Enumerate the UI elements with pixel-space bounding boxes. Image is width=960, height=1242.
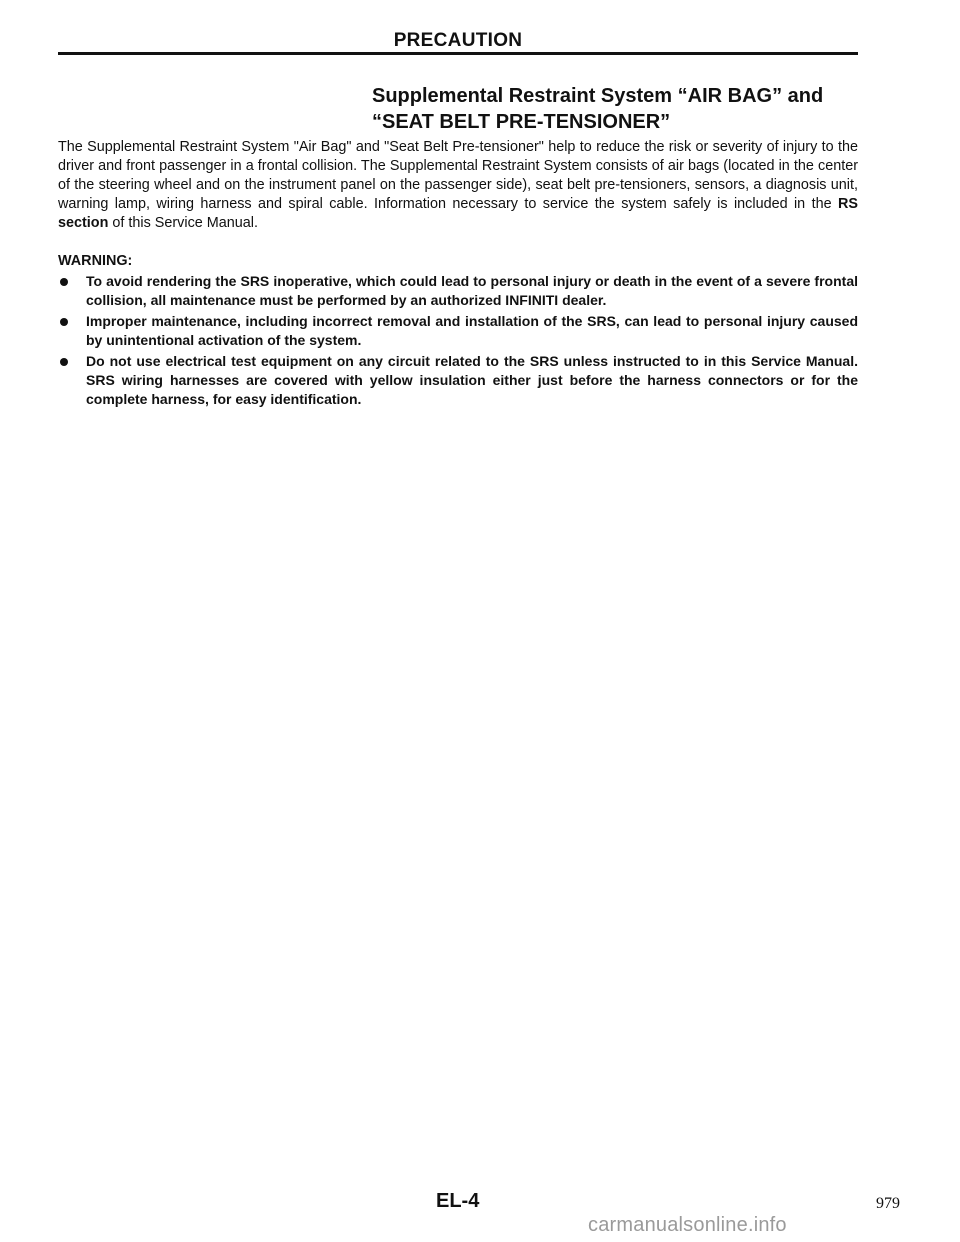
- warning-item: [58, 272, 858, 310]
- bullet-icon: [60, 278, 68, 286]
- bullet-icon: [60, 318, 68, 326]
- topic-heading: [372, 83, 862, 135]
- warning-label: WARNING:: [58, 253, 133, 269]
- intro-text-start: The Supplemental Restraint System "Air Bag" and "Seat Belt Pre-tensioner" help to reduce the risk or severity of injury to the driver and front passenger in a frontal collision. The Supplemental Restraint System consists of air bags (located in the center of the steering wheel and on the instrument panel on the passenger side), seat belt pre-tensioners, sensors, a diagnosis unit, warning lamp, wiring harness and spiral cable. Information necessary to service the system safely is included in the: [58, 139, 858, 212]
- topic-heading-line-2: “SEAT BELT PRE-TENSIONER”: [372, 111, 671, 133]
- page-number: 979: [876, 1195, 900, 1212]
- bullet-icon: [60, 358, 68, 366]
- topic-heading-line-1: Supplemental Restraint System “AIR BAG” and: [372, 85, 824, 107]
- warning-item-text: Do not use electrical test equipment on any circuit related to the SRS unless instructed to in this Service Manual. SRS wiring harnesses are covered with yellow insulation either just before the harness connectors or for the complete harness, for easy identification.: [86, 353, 858, 407]
- header-rule: [58, 52, 858, 55]
- warning-item-text: Improper maintenance, including incorrect removal and installation of the SRS, can lead to personal injury caused by unintentional activation of the system.: [86, 313, 858, 348]
- page-header: [58, 30, 858, 52]
- page-id: EL-4: [436, 1190, 480, 1212]
- rs-section-reference: RS section: [58, 196, 858, 231]
- intro-text-end: of this Service Manual.: [108, 215, 258, 231]
- intro-paragraph: [58, 138, 858, 233]
- warning-item: [58, 312, 858, 350]
- warning-item: [58, 352, 858, 409]
- watermark: carmanualsonline.info: [588, 1214, 787, 1236]
- section-title: PRECAUTION: [393, 30, 523, 51]
- warning-list: [58, 272, 858, 411]
- warning-item-text: To avoid rendering the SRS inoperative, which could lead to personal injury or death in the event of a severe frontal collision, all maintenance must be performed by an authorized INFINITI dealer.: [86, 273, 858, 308]
